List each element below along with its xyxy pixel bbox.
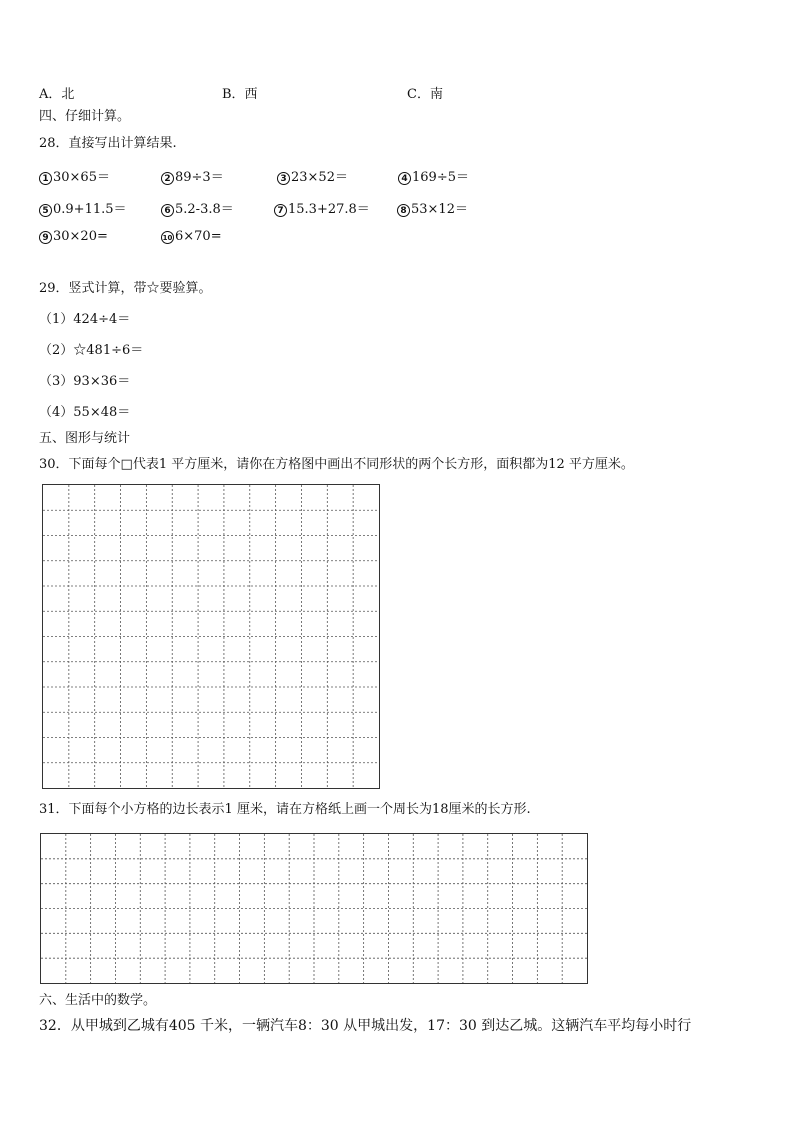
square-grid-paper[interactable]	[42, 484, 380, 789]
q28-item-1	[39, 166, 110, 185]
q29-item-2: （2）☆481÷6＝	[39, 343, 144, 358]
q28-item-expr: 6×70=	[175, 229, 222, 244]
circled-number-icon: 4	[398, 172, 411, 185]
circled-number-icon: 1	[39, 172, 52, 185]
q28-item-expr: 5.2-3.8＝	[175, 202, 234, 217]
q32-title: 32．从甲城到乙城有405 千米，一辆汽车8：30 从甲城出发，17：30 到达乙城。这辆汽车平均每小时行	[39, 1018, 692, 1034]
q28-item-9	[39, 229, 108, 244]
q28-item-6	[161, 198, 234, 217]
q28-item-2	[161, 166, 224, 185]
q28-item-4	[398, 166, 469, 185]
q28-item-expr: 30×65＝	[53, 170, 110, 185]
q28-item-3	[277, 166, 348, 185]
q31-title: 31．下面每个小方格的边长表示1 厘米，请在方格纸上画一个周长为18厘米的长方形.	[39, 802, 531, 817]
q28-item-expr: 89÷3＝	[175, 170, 224, 185]
circled-number-icon: 2	[161, 172, 174, 185]
q29-item-4: （4）55×48＝	[39, 405, 131, 420]
section-5-heading: 五、图形与统计	[39, 431, 131, 446]
q29-item-3: （3）93×36＝	[39, 374, 131, 389]
section-4-heading: 四、仔细计算。	[39, 109, 131, 124]
q28-item-5	[39, 198, 127, 217]
q28-item-expr: 15.3+27.8＝	[288, 202, 370, 217]
q30-title: 30．下面每个□代表1 平方厘米，请你在方格图中画出不同形状的两个长方形，面积都为12 平方厘米。	[39, 457, 634, 472]
q28-item-expr: 0.9+11.5＝	[53, 202, 127, 217]
q28-item-expr: 30×20=	[53, 229, 108, 244]
section-6-heading: 六、生活中的数学。	[39, 993, 157, 1008]
q29-title: 29．竖式计算，带☆要验算。	[39, 281, 212, 296]
q28-title: 28．直接写出计算结果.	[39, 136, 177, 151]
q28-item-expr: 23×52＝	[291, 170, 348, 185]
circled-number-icon: 6	[161, 204, 174, 217]
circled-number-icon: 8	[397, 204, 410, 217]
q28-item-7	[274, 198, 370, 217]
circled-number-icon: 9	[39, 231, 52, 244]
q28-item-8	[397, 198, 468, 217]
q28-item-expr: 169÷5＝	[412, 170, 469, 185]
circled-number-icon: 10	[161, 231, 174, 244]
option-c: C．南	[407, 87, 443, 102]
circled-number-icon: 7	[274, 204, 287, 217]
option-b: B．西	[222, 87, 258, 102]
q28-item-10	[161, 229, 222, 244]
q29-item-1: （1）424÷4＝	[39, 312, 131, 327]
option-a: A．北	[39, 87, 75, 102]
circled-number-icon: 3	[277, 172, 290, 185]
circled-number-icon: 5	[39, 204, 52, 217]
q28-item-expr: 53×12＝	[411, 202, 468, 217]
square-grid-paper-2[interactable]	[40, 833, 588, 984]
